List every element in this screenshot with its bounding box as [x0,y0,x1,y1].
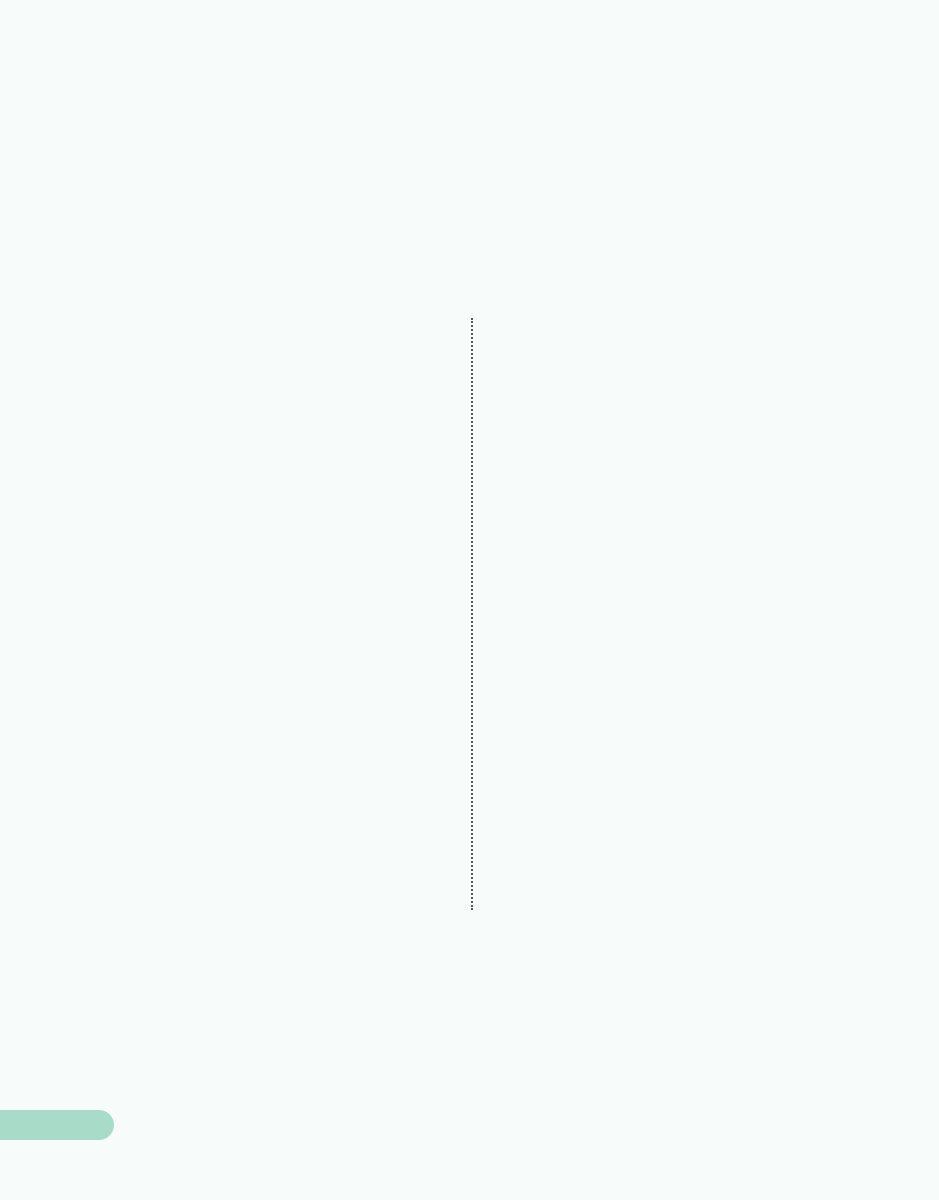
fern-leaves-top-decoration [0,0,939,190]
column-divider [471,318,473,910]
fern-leaves-bottom-decoration [0,1060,939,1200]
page-number-tab [0,1110,114,1140]
